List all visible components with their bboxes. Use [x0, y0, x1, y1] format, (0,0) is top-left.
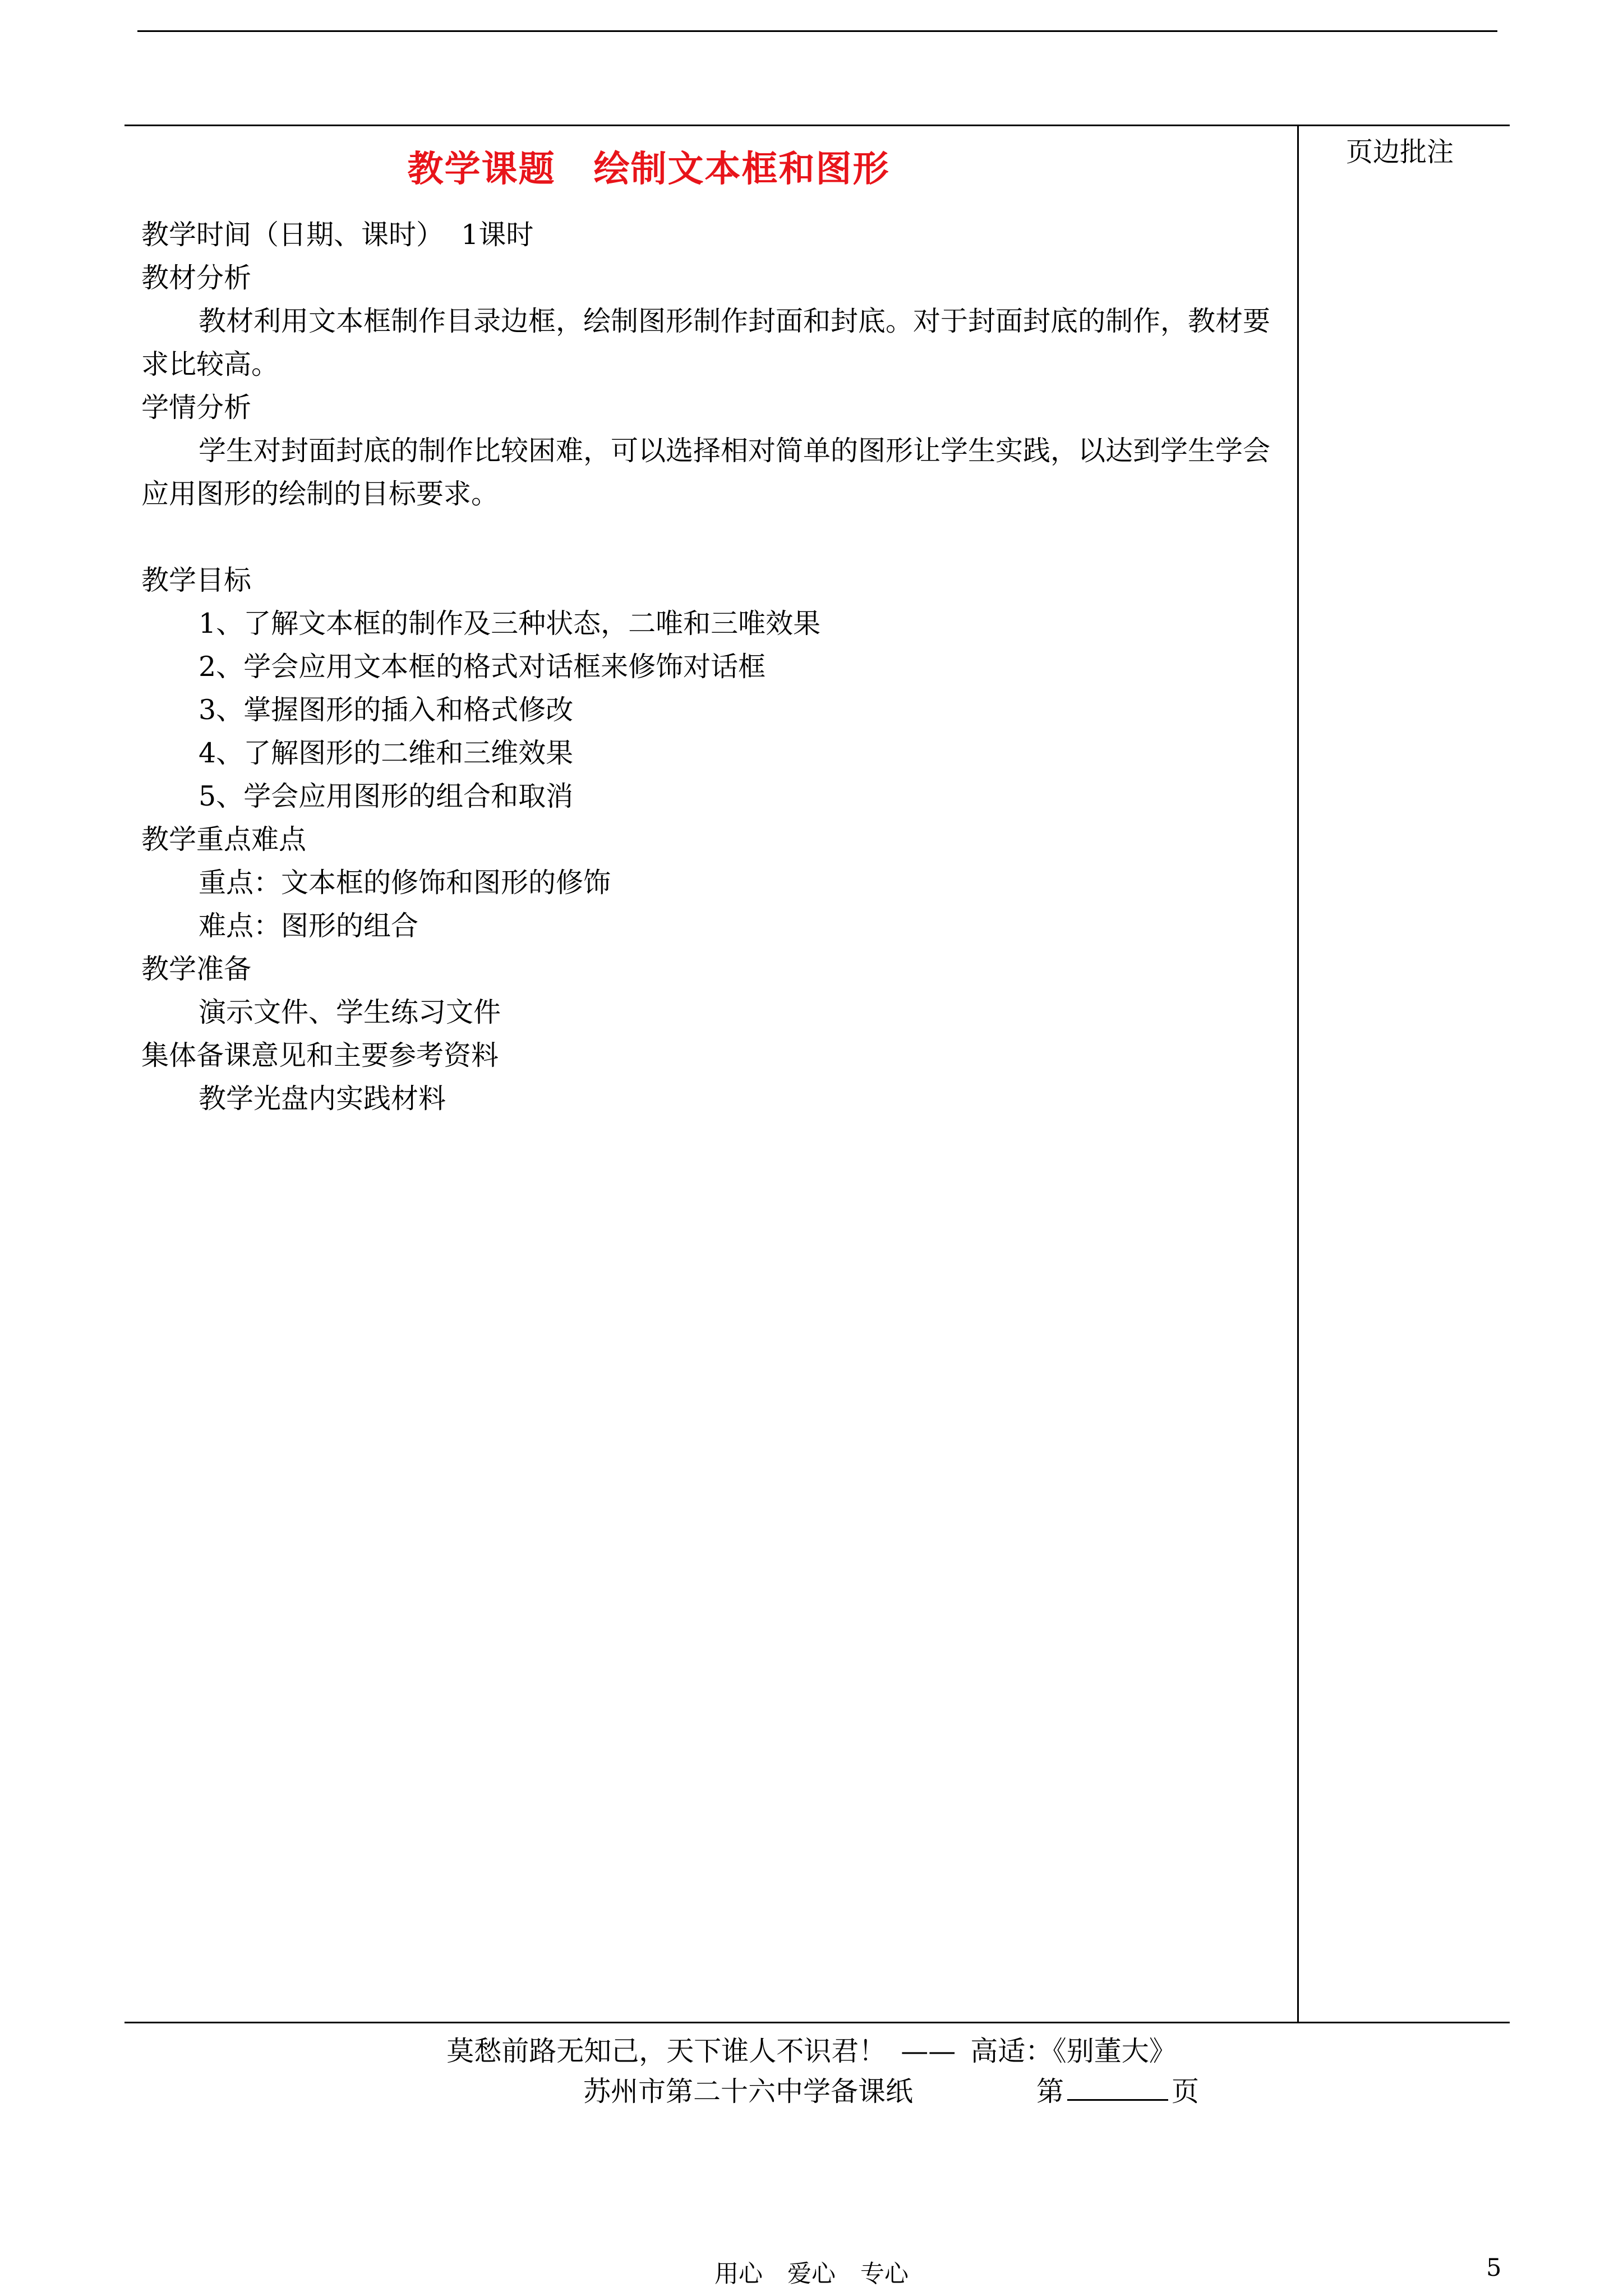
- goal-item: 1、了解文本框的制作及三种状态，二唯和三唯效果: [199, 608, 821, 639]
- time-value: 1课时: [461, 219, 534, 251]
- goal-item: 2、学会应用文本框的格式对话框来修饰对话框: [199, 651, 766, 683]
- footer-school: 苏州市第二十六中学备课纸: [583, 2076, 914, 2108]
- goals-heading: 教学目标: [141, 564, 252, 596]
- goal-item: 5、学会应用图形的组合和取消: [199, 780, 574, 812]
- footer-source: 高适：《别董大》: [970, 2035, 1177, 2067]
- page-blank: [1067, 2077, 1168, 2101]
- footer-school-line: [583, 2070, 1199, 2109]
- motto-item: 爱心: [787, 2260, 836, 2288]
- footer-quote-line: [0, 2030, 1623, 2069]
- footer-quote: 莫愁前路无知己，天下谁人不识君！: [446, 2035, 887, 2067]
- key-point: 重点：文本框的修饰和图形的修饰: [199, 867, 611, 899]
- top-rule: [137, 30, 1497, 32]
- prep-text: 演示文件、学生练习文件: [199, 996, 501, 1028]
- title-topic: 绘制文本框和图形: [593, 148, 890, 190]
- key-heading: 教学重点难点: [141, 823, 307, 855]
- goal-item: 3、掌握图形的插入和格式修改: [199, 694, 574, 726]
- page-number: 5: [1486, 2254, 1502, 2282]
- footer-dash: ——: [901, 2035, 956, 2067]
- time-label: 教学时间（日期、课时）: [141, 219, 444, 251]
- spacer: [141, 516, 1285, 559]
- reference-text: 教学光盘内实践材料: [199, 1083, 446, 1115]
- material-text: 教材利用文本框制作目录边框，绘制图形制作封面和封底。对于封面封底的制作，教材要求比较高。: [141, 305, 1271, 380]
- student-heading: 学情分析: [141, 392, 252, 424]
- title-label: 教学课题: [407, 148, 556, 190]
- page-prefix: 第: [1036, 2076, 1064, 2108]
- bottom-motto: [0, 2255, 1623, 2289]
- reference-heading: 集体备课意见和主要参考资料: [141, 1039, 499, 1071]
- margin-divider: [1297, 125, 1299, 2023]
- goal-item: 4、了解图形的二维和三维效果: [199, 737, 574, 769]
- lesson-title: [0, 140, 1297, 192]
- student-text: 学生对封面封底的制作比较困难，可以选择相对简单的图形让学生实践，以达到学生学会应用图形的绘制的目标要求。: [141, 435, 1271, 510]
- page-suffix: 页: [1172, 2076, 1200, 2108]
- margin-note-label: 页边批注: [1346, 136, 1454, 168]
- material-heading: 教材分析: [141, 262, 252, 294]
- motto-item: 用心: [714, 2260, 763, 2288]
- difficult-point: 难点：图形的组合: [199, 910, 419, 942]
- prep-heading: 教学准备: [141, 953, 252, 985]
- teaching-time: [141, 213, 1285, 256]
- motto-item: 专心: [860, 2260, 909, 2288]
- lesson-content: [141, 213, 1285, 1120]
